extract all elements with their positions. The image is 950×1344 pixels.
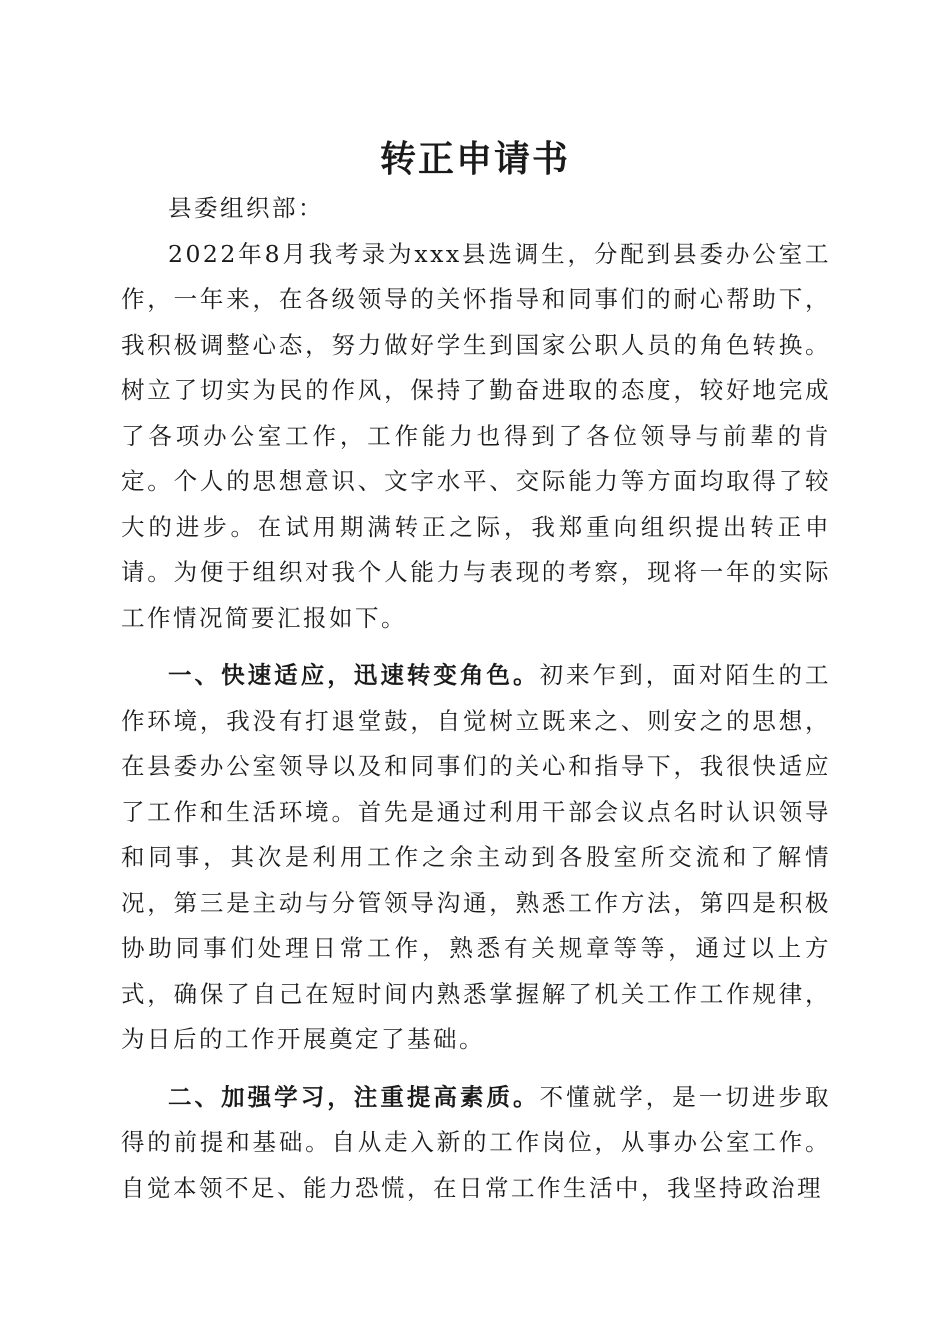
section-text-2: 不懂就学，是一切进步取得的前提和基础。自从走入新的工作岗位，从事办公室工作。自觉本领不足、能力恐慌，在日常工作生活中，我坚持政治理 bbox=[121, 1082, 832, 1202]
document-title: 转正申请书 bbox=[379, 138, 570, 180]
salutation: 县委组织部： bbox=[168, 194, 324, 222]
section-paragraph-2 bbox=[121, 1075, 831, 1212]
section-heading-2: 二、加强学习，注重提高素质。 bbox=[168, 1082, 540, 1111]
section-text-1: 初来乍到，面对陌生的工作环境，我没有打退堂鼓，自觉树立既来之、则安之的思想，在县委办公室领导以及和同事们的关心和指导下，我很快适应了工作和生活环境。首先是通过利用干部会议点名时认识领导和同事，其次是利用工作之余主动到各股室所交流和了解情况，第三是主动与分管领导沟通，熟悉工作方法，第四是积极协助同事们处理日常工作，熟悉有关规章等等，通过以上方式，确保了自己在短时间内熟悉掌握解了机关工作工作规律，为日后的工作开展奠定了基础。 bbox=[121, 661, 832, 1053]
section-heading-1: 一、快速适应，迅速转变角色。 bbox=[168, 661, 540, 689]
document-body bbox=[121, 186, 831, 1211]
intro-paragraph: 2022年8月我考录为xxx县选调生，分配到县委办公室工作，一年来，在各级领导的关怀指导和同事们的耐心帮助下，我积极调整心态，努力做好学生到国家公职人员的角色转换。树立了切实为民的作风，保持了勤奋进取的态度，较好地完成了各项办公室工作，工作能力也得到了各位领导与前辈的肯定。个人的思想意识、文字水平、交际能力等方面均取得了较大的进步。在试用期满转正之际，我郑重向组织提出转正申请。为便于组织对我个人能力与表现的考察，现将一年的实际工作情况简要汇报如下。 bbox=[121, 239, 831, 632]
section-paragraph-1 bbox=[121, 653, 831, 1063]
